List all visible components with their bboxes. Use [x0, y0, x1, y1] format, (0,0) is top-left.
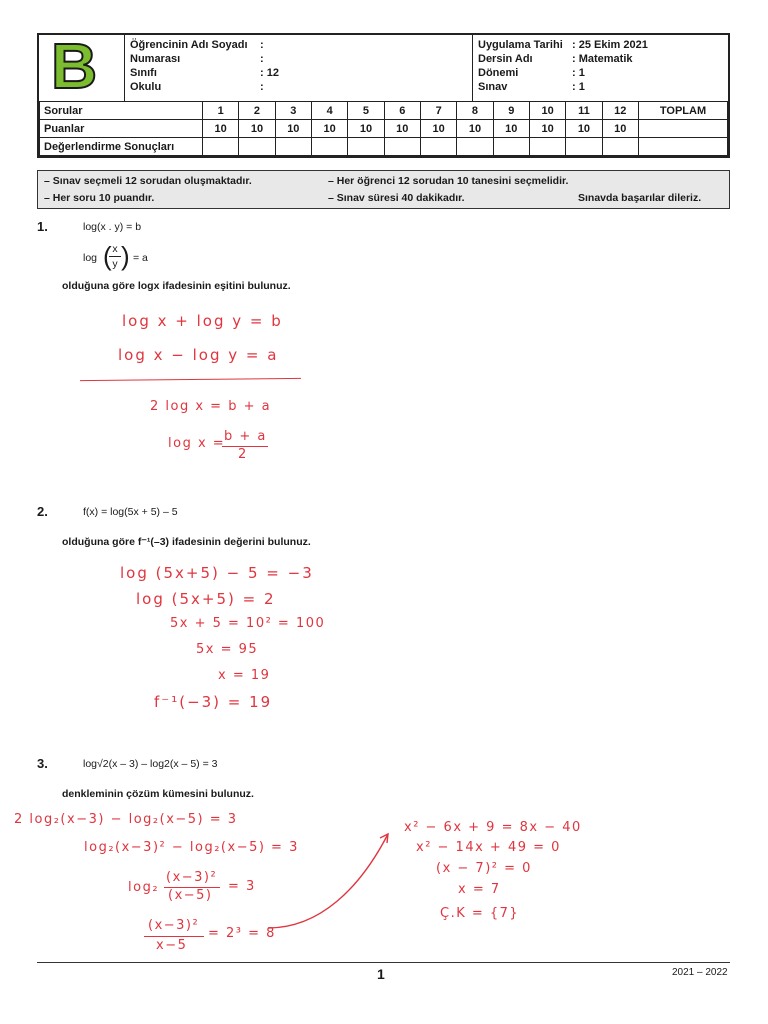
instruction-item: – Sınav seçmeli 12 sorudan oluşmaktadır. — [44, 175, 252, 187]
handwritten-step: x = 19 — [218, 668, 271, 683]
question-points: 10 — [602, 120, 638, 138]
exam-date-value: : 25 Ekim 2021 — [572, 39, 648, 51]
handwritten-rhs: = 2³ = 8 — [208, 926, 276, 941]
handwritten-log: log₂ — [128, 880, 160, 895]
handwritten-step: 5x = 95 — [196, 642, 259, 657]
course-label: Dersin Adı — [478, 53, 533, 65]
questions-row — [40, 102, 728, 120]
total-header: TOPLAM — [639, 102, 728, 120]
footer-divider — [37, 962, 730, 963]
course-row — [478, 52, 633, 66]
questions-row-label: Sorular — [40, 102, 203, 120]
course-value: : Matematik — [572, 53, 633, 65]
results-row — [40, 138, 728, 156]
handwritten-fraction-den: 2 — [238, 447, 248, 462]
exam-date-label: Uygulama Tarihi — [478, 39, 563, 51]
question-number: 7 — [420, 102, 456, 120]
result-cell[interactable] — [420, 138, 456, 156]
question-number: 6 — [384, 102, 420, 120]
points-row — [40, 120, 728, 138]
handwritten-step: x² − 14x + 49 = 0 — [416, 840, 561, 855]
term-row — [478, 66, 585, 80]
question-number: 12 — [602, 102, 638, 120]
question-1-number: 1. — [37, 219, 48, 234]
result-cell[interactable] — [311, 138, 347, 156]
question-points: 10 — [529, 120, 565, 138]
question-points: 10 — [203, 120, 239, 138]
handwritten-fraction-num: b + a — [224, 429, 267, 444]
question-number: 3 — [275, 102, 311, 120]
closing-wish: Sınavda başarılar dileriz. — [578, 192, 702, 204]
handwritten-solution-set: Ç.K = {7} — [440, 906, 520, 921]
handwritten-step: log x = — [168, 436, 226, 451]
result-cell[interactable] — [348, 138, 384, 156]
exam-instructions — [37, 170, 730, 209]
instruction-item: – Her soru 10 puandır. — [44, 192, 155, 204]
question-2-prompt: olduğuna göre f⁻¹(–3) ifadesinin değerini bulunuz. — [62, 536, 311, 548]
term-value: : 1 — [572, 67, 585, 79]
handwritten-fraction-den: (x−5) — [168, 888, 213, 903]
fraction-bar — [109, 256, 121, 257]
handwritten-step: log x − log y = a — [118, 346, 279, 364]
handwritten-step: x² − 6x + 9 = 8x − 40 — [404, 820, 582, 835]
question-number: 5 — [348, 102, 384, 120]
result-cell[interactable] — [493, 138, 529, 156]
exam-no-value: : 1 — [572, 81, 585, 93]
points-row-label: Puanlar — [40, 120, 203, 138]
handwritten-step: f⁻¹(−3) = 19 — [154, 693, 273, 711]
score-table — [39, 101, 728, 156]
question-number: 1 — [203, 102, 239, 120]
academic-year: 2021 – 2022 — [672, 967, 728, 978]
question-number: 8 — [457, 102, 493, 120]
equation-rhs: = a — [133, 252, 148, 264]
booklet-type-cell — [39, 30, 125, 102]
handwritten-fraction-den: x−5 — [156, 938, 188, 953]
question-2-equation: f(x) = log(5x + 5) – 5 — [83, 506, 178, 518]
term-label: Dönemi — [478, 67, 519, 79]
fraction-denominator: y — [112, 258, 118, 270]
question-2-number: 2. — [37, 504, 48, 519]
question-3-number: 3. — [37, 756, 48, 771]
handwritten-step: log₂(x−3)² − log₂(x−5) = 3 — [84, 840, 299, 855]
results-row-label: Değerlendirme Sonuçları — [40, 138, 203, 156]
student-name-label: Öğrencinin Adı Soyadı — [130, 39, 248, 51]
handwritten-fraction-num: (x−3)² — [166, 870, 218, 885]
question-points: 10 — [239, 120, 275, 138]
question-points: 10 — [348, 120, 384, 138]
handwritten-step: 2 log x = b + a — [150, 399, 272, 414]
student-name-row — [130, 38, 264, 52]
student-school-label: Okulu — [130, 81, 162, 93]
result-cell[interactable] — [529, 138, 565, 156]
page-number: 1 — [377, 966, 385, 982]
question-points: 10 — [311, 120, 347, 138]
total-points-cell[interactable] — [639, 120, 728, 138]
student-school-row — [130, 80, 264, 94]
result-cell[interactable] — [384, 138, 420, 156]
question-points: 10 — [493, 120, 529, 138]
right-paren: ) — [121, 241, 130, 271]
student-number-row — [130, 52, 264, 66]
instruction-item: – Her öğrenci 12 sorudan 10 tanesini seçmelidir. — [328, 175, 569, 187]
question-points: 10 — [566, 120, 602, 138]
student-class-row — [130, 66, 279, 80]
log-text: log — [83, 252, 98, 264]
result-cell[interactable] — [566, 138, 602, 156]
exam-no-label: Sınav — [478, 81, 508, 93]
question-3-prompt: denkleminin çözüm kümesini bulunuz. — [62, 788, 254, 800]
question-1-prompt: olduğuna göre logx ifadesinin eşitini bulunuz. — [62, 280, 291, 292]
question-points: 10 — [275, 120, 311, 138]
handwritten-fraction-num: (x−3)² — [148, 918, 200, 933]
question-number: 9 — [493, 102, 529, 120]
student-class-label: Sınıfı — [130, 67, 157, 79]
question-number: 4 — [311, 102, 347, 120]
exam-info — [472, 35, 730, 101]
exam-header — [37, 30, 730, 158]
booklet-letter-logo: B — [51, 30, 98, 102]
question-3-equation: log√2(x – 3) – log2(x – 5) = 3 — [83, 758, 218, 770]
question-number: 10 — [529, 102, 565, 120]
student-number-label: Numarası — [130, 53, 181, 65]
result-cell[interactable] — [602, 138, 638, 156]
exam-no-row — [478, 80, 585, 94]
handwritten-step: 2 log₂(x−3) − log₂(x−5) = 3 — [14, 812, 238, 827]
student-number-value: : — [260, 53, 264, 65]
handwritten-step: 5x + 5 = 10² = 100 — [170, 616, 326, 631]
question-number: 2 — [239, 102, 275, 120]
handwritten-arrow — [260, 828, 410, 938]
student-info — [124, 35, 473, 101]
question-number: 11 — [566, 102, 602, 120]
question-points: 10 — [384, 120, 420, 138]
student-class-value: : 12 — [260, 67, 279, 79]
question-points: 10 — [457, 120, 493, 138]
student-name-value: : — [260, 39, 264, 51]
result-cell[interactable] — [275, 138, 311, 156]
left-paren: ( — [103, 241, 112, 271]
student-school-value: : — [260, 81, 264, 93]
question-points: 10 — [420, 120, 456, 138]
handwritten-sum-line — [80, 378, 301, 381]
result-cell[interactable] — [203, 138, 239, 156]
fraction-numerator: x — [112, 243, 118, 255]
handwritten-fraction-bar — [144, 936, 204, 937]
question-1-equation-1: log(x . y) = b — [83, 221, 142, 233]
instruction-item: – Sınav süresi 40 dakikadır. — [328, 192, 465, 204]
handwritten-step: log (5x+5) = 2 — [136, 590, 276, 608]
handwritten-step: x = 7 — [458, 882, 501, 897]
handwritten-step: log (5x+5) − 5 = −3 — [120, 564, 314, 582]
result-cell[interactable] — [239, 138, 275, 156]
result-cell[interactable] — [457, 138, 493, 156]
handwritten-rhs: = 3 — [228, 879, 256, 894]
total-result-cell[interactable] — [639, 138, 728, 156]
handwritten-step: log x + log y = b — [122, 312, 283, 330]
handwritten-step: (x − 7)² = 0 — [436, 861, 532, 876]
exam-date-row — [478, 38, 648, 52]
